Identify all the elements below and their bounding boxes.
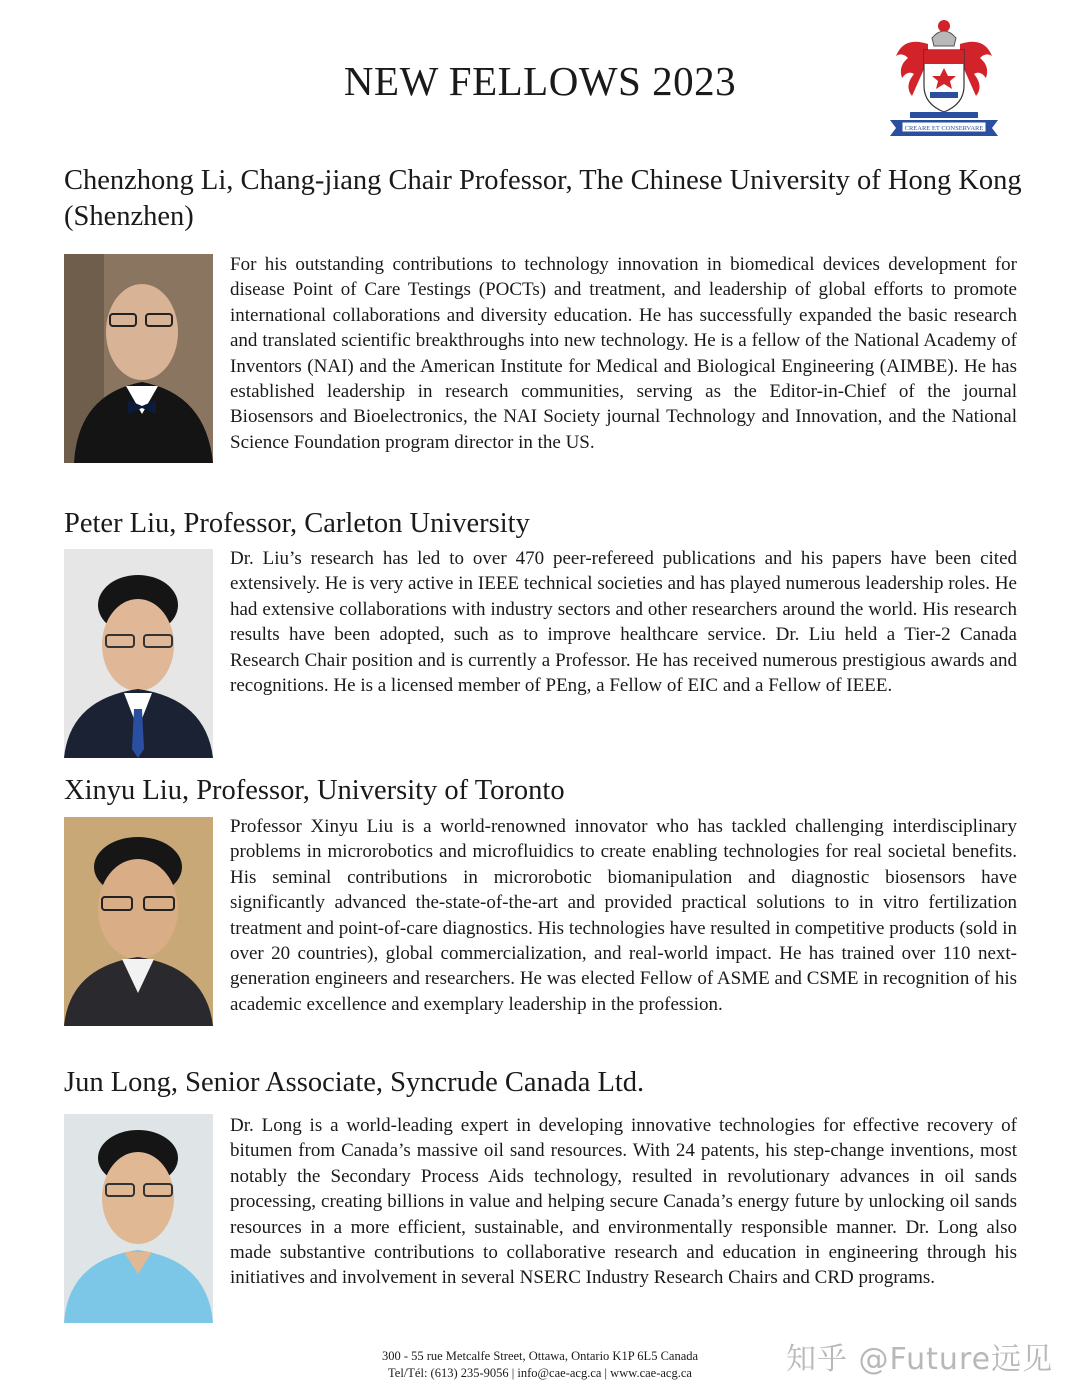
footer-contact: Tel/Tél: (613) 235-9056 | info@cae-acg.ca | www.cae-acg.ca (388, 1366, 692, 1380)
fellow-4-heading: Jun Long, Senior Associate, Syncrude Canada Ltd. (64, 1067, 645, 1098)
page-title: NEW FELLOWS 2023 (343, 58, 737, 104)
fellow-3-bio: Professor Xinyu Liu is a world-renowned innovator who has tackled challenging interdisciplinary problems in microrobotics and microfluidics to create enabling technologies for real societal benefits. His seminal contributions in microrobotic biomanipulation and diagnostic biosensors have significantly advanced the-state-of-the-art and provided practical solutions to in vitro fertilization treatment and point-of-care diagnostics. His technologies have resulted in competitive products (sold in over 20 countries), global commercialization, and real-world impact. He has trained over 110 next-generation engineers and researchers. He was elected Fellow of ASME and CSME in recognition of his academic excellence and exemplary leadership in the profession. (230, 816, 1017, 1015)
footer-address: 300 - 55 rue Metcalfe Street, Ottawa, Ontario K1P 6L5 Canada (381, 1349, 699, 1363)
fellow-1-heading: Chenzhong Li, Chang-jiang Chair Professor, The Chinese University of Hong Kong (Shenzhen) (64, 165, 1022, 232)
fellow-3-photo (64, 817, 213, 1026)
fellow-4-bio: Dr. Long is a world-leading expert in developing innovative technologies for effective recovery of bitumen from Canada’s massive oil sand resources. With 24 patents, his step-change inventions, most notably the Secondary Process Aids technology, resulted in revolutionary advances in oil sands processing, creating billions in value and helping secure Canada’s energy future by unlocking oil sands resources in a more efficient, sustainable, and environmentally responsible manner. Dr. Long also made substantive contributions to collaborative research and education in engineering through his initiatives and involvement in several NSERC Industry Research Chairs and CRD programs. (230, 1115, 1017, 1289)
footer (300, 1348, 780, 1382)
fellow-2-photo (64, 549, 213, 758)
watermark: 知乎 @Future远见 (786, 1342, 1054, 1377)
academy-crest-logo (884, 16, 1004, 138)
fellow-4-photo (64, 1114, 213, 1323)
fellow-1-photo (64, 254, 213, 463)
crest-motto: CREARE ET CONSERVARE (904, 125, 984, 132)
fellow-1-bio: For his outstanding contributions to technology innovation in biomedical devices development for disease Point of Care Testings (POCTs) and treatment, and leadership of global efforts to promote international collaborations and diversity education. He has successfully expanded the basic research and translated scientific breakthroughs into new technology. He is a fellow of the National Academy of Inventors (NAI) and the American Institute for Medical and Biological Engineering (AIMBE). He has established leadership in research communities, serving as the Editor-in-Chief of the journal Biosensors and Bioelectronics, the NAI Society journal Technology and Innovation, and the National Science Foundation program director in the US. (230, 254, 1017, 453)
fellow-2-heading: Peter Liu, Professor, Carleton University (64, 508, 530, 539)
crest-icon (884, 16, 1004, 138)
fellow-3-heading: Xinyu Liu, Professor, University of Toronto (64, 775, 565, 806)
fellow-2-bio: Dr. Liu’s research has led to over 470 peer-refereed publications and his papers have been cited extensively. He is very active in IEEE technical societies and has played numerous leadership roles. He had extensive collaborations with industry sectors and other researchers around the world. His research results have been adopted, such as to improve healthcare service. Dr. Liu held a Tier-2 Canada Research Chair position and is currently a Professor. He has received numerous prestigious awards and recognitions. He is a licensed member of PEng, a Fellow of EIC and a Fellow of IEEE. (230, 548, 1017, 697)
